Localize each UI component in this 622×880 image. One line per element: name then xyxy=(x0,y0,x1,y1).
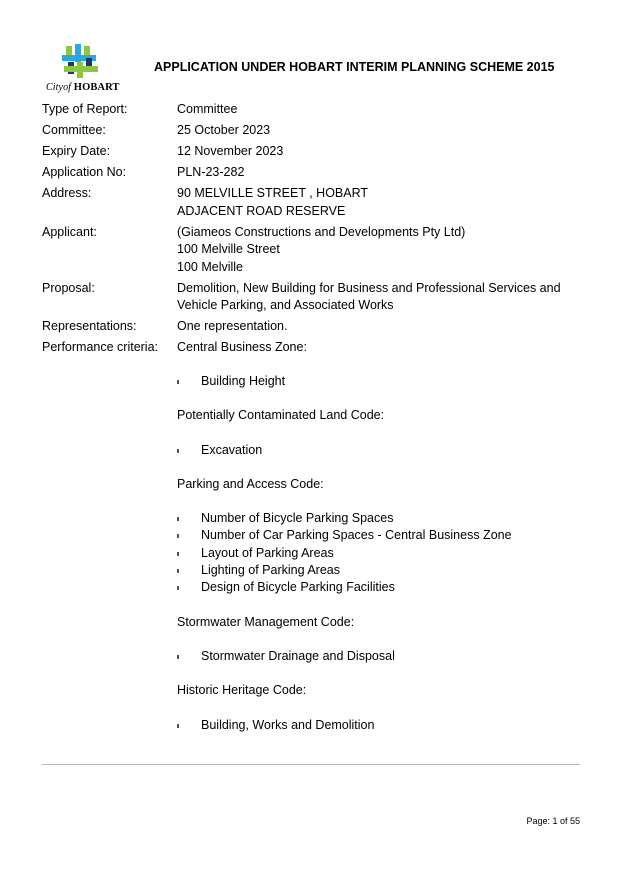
address-line: ADJACENT ROAD RESERVE xyxy=(177,203,346,218)
performance-criteria-value: Central Business Zone: xyxy=(177,340,307,355)
code-heading: Potentially Contaminated Land Code: xyxy=(177,408,385,423)
list-item: Number of Bicycle Parking Spaces xyxy=(177,510,577,527)
list-item: Layout of Parking Areas xyxy=(177,545,577,562)
representations-row xyxy=(42,318,582,335)
performance-criteria-row xyxy=(42,339,582,356)
criteria-bullet-list xyxy=(177,373,577,390)
bullet-icon xyxy=(177,586,179,590)
page-number: Page: 1 of 55 xyxy=(526,816,580,826)
applicant-line: 100 Melville Street xyxy=(177,242,280,257)
application-details xyxy=(42,101,582,360)
criteria-bullet-list xyxy=(177,717,577,734)
applicant-row xyxy=(42,224,582,276)
code-heading: Stormwater Management Code: xyxy=(177,614,355,629)
proposal-row xyxy=(42,280,582,315)
type-of-report-row xyxy=(42,101,582,118)
list-item: Excavation xyxy=(177,442,577,459)
type-of-report-label: Type of Report: xyxy=(42,102,128,116)
performance-criteria-list xyxy=(177,373,577,734)
proposal-label: Proposal: xyxy=(42,280,95,295)
representations-value: One representation. xyxy=(177,319,288,334)
address-line: 90 MELVILLE STREET , HOBART xyxy=(177,186,369,201)
footer-divider xyxy=(42,764,580,765)
expiry-date-value: 12 November 2023 xyxy=(177,144,284,159)
code-heading: Parking and Access Code: xyxy=(177,476,324,491)
list-item: Stormwater Drainage and Disposal xyxy=(177,648,577,665)
committee-label: Committee: xyxy=(42,123,106,138)
city-of-hobart-logo xyxy=(42,44,122,96)
document-title: APPLICATION UNDER HOBART INTERIM PLANNING SCHEME 2015 xyxy=(154,60,555,74)
applicant-value xyxy=(177,224,582,276)
criteria-bullet-list xyxy=(177,510,577,596)
address-label: Address: xyxy=(42,186,92,201)
bullet-icon xyxy=(177,569,179,573)
expiry-date-row xyxy=(42,143,582,160)
type-of-report-value: Committee xyxy=(177,102,238,116)
criteria-bullet-list xyxy=(177,648,577,665)
bullet-icon xyxy=(177,655,179,659)
logo-wordmark: Cityof HOBART xyxy=(46,82,120,93)
bullet-icon xyxy=(177,724,179,728)
performance-criteria-label: Performance criteria: xyxy=(42,340,159,355)
expiry-date-label: Expiry Date: xyxy=(42,144,111,159)
list-item: Lighting of Parking Areas xyxy=(177,562,577,579)
hobart-logo-icon xyxy=(62,44,100,80)
committee-row xyxy=(42,122,582,139)
committee-value: 25 October 2023 xyxy=(177,123,271,138)
application-no-value: PLN-23-282 xyxy=(177,165,245,180)
bullet-icon xyxy=(177,552,179,556)
list-item: Building Height xyxy=(177,373,577,390)
address-row xyxy=(42,185,582,220)
application-no-label: Application No: xyxy=(42,165,127,180)
representations-label: Representations: xyxy=(42,319,137,334)
bullet-icon xyxy=(177,380,179,384)
criteria-bullet-list xyxy=(177,442,577,459)
applicant-line: 100 Melville xyxy=(177,259,244,274)
application-no-row xyxy=(42,164,582,181)
address-value xyxy=(177,185,582,220)
list-item: Design of Bicycle Parking Facilities xyxy=(177,579,577,596)
proposal-value: Demolition, New Building for Business and Professional Services and Vehicle Parking, and Associated Works xyxy=(177,280,561,313)
applicant-label: Applicant: xyxy=(42,224,97,239)
list-item: Number of Car Parking Spaces - Central Business Zone xyxy=(177,527,577,544)
bullet-icon xyxy=(177,534,179,538)
bullet-icon xyxy=(177,449,179,453)
applicant-line: (Giameos Constructions and Developments Pty Ltd) xyxy=(177,224,466,239)
list-item: Building, Works and Demolition xyxy=(177,717,577,734)
bullet-icon xyxy=(177,517,179,521)
code-heading: Historic Heritage Code: xyxy=(177,683,307,698)
